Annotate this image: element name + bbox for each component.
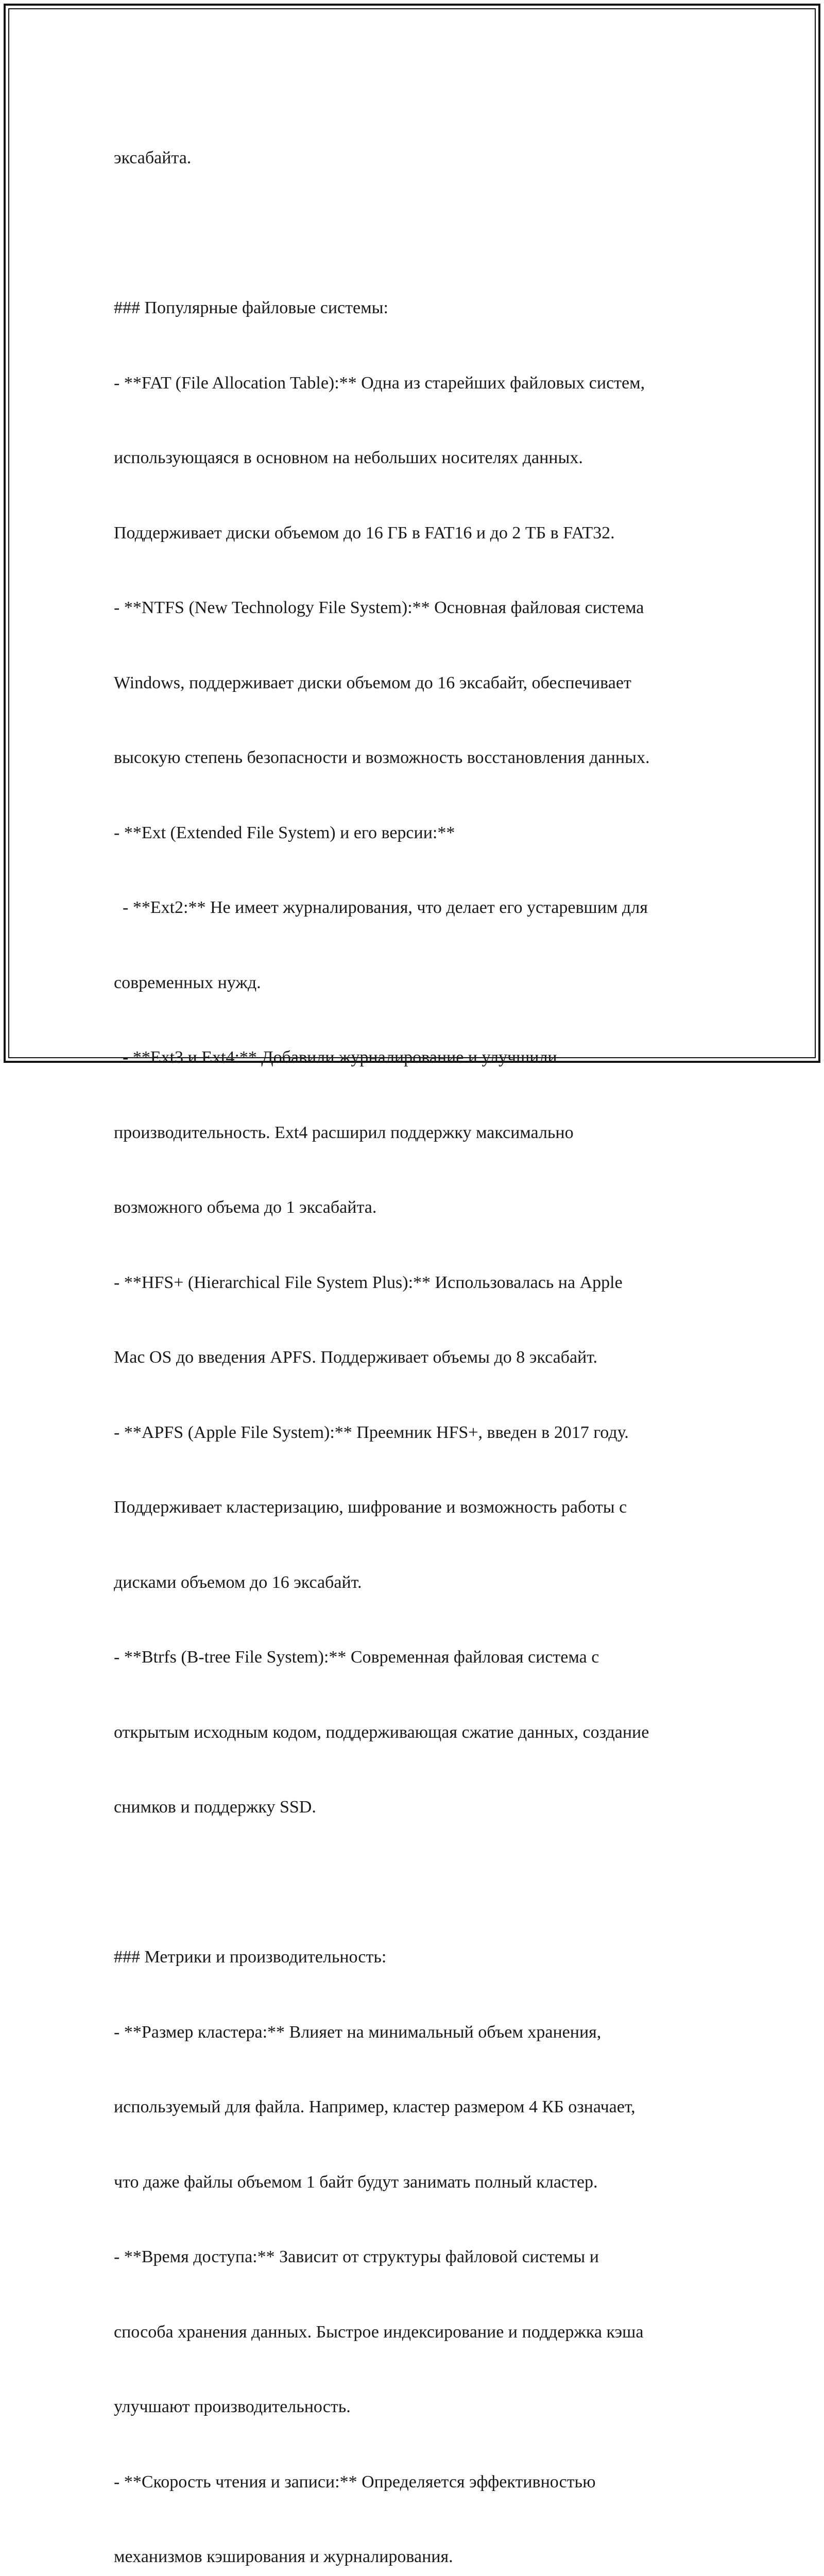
blank-line [114, 1870, 732, 1895]
text-line: современных нужд. [114, 973, 261, 992]
section-heading: ### Метрики и производительность: [114, 1947, 387, 1967]
text-line: Mac OS до введения APFS. Поддерживает объемы до 8 эксабайт. [114, 1348, 598, 1367]
text-line: возможного объема до 1 эксабайта. [114, 1198, 377, 1217]
text-line: - **Скорость чтения и записи:** Определяется эффективностью [114, 2472, 596, 2492]
text-line: дисками объемом до 16 эксабайт. [114, 1572, 362, 1592]
text-line: - **Ext3 и Ext4:** Добавили журналирование и улучшили [114, 1048, 557, 1067]
text-line: - **Время доступа:** Зависит от структуры файловой системы и [114, 2247, 599, 2266]
text-line: - **Размер кластера:** Влияет на минимальный объем хранения, [114, 2022, 602, 2042]
text-line: - **Ext (Extended File System) и его версии:** [114, 823, 455, 842]
text-line: - **HFS+ (Hierarchical File System Plus):** Использовалась на Apple [114, 1273, 623, 1292]
text-line: Windows, поддерживает диски объемом до 16 эксабайт, обеспечивает [114, 673, 631, 692]
text-line: способа хранения данных. Быстрое индексирование и поддержка кэша [114, 2322, 644, 2342]
text-line: Поддерживает кластеризацию, шифрование и возможность работы с [114, 1498, 627, 1517]
text-line: - **FAT (File Allocation Table):** Одна из старейших файловых систем, [114, 373, 645, 393]
text-line: улучшают производительность. [114, 2397, 351, 2416]
text-line: производительность. Ext4 расширил поддержку максимально [114, 1123, 574, 1142]
text-line: высокую степень безопасности и возможность восстановления данных. [114, 748, 650, 767]
blank-line [114, 221, 732, 246]
document-text [114, 96, 732, 2576]
text-line: что даже файлы объемом 1 байт будут занимать полный кластер. [114, 2172, 598, 2192]
text-line: - **Btrfs (B-tree File System):** Современная файловая система с [114, 1648, 599, 1667]
text-line: эксабайта. [114, 148, 192, 167]
text-line: - **Ext2:** Не имеет журналирования, что делает его устаревшим для [114, 898, 648, 917]
text-line: использующаяся в основном на небольших носителях данных. [114, 448, 583, 467]
text-line: - **APFS (Apple File System):** Преемник HFS+, введен в 2017 году. [114, 1422, 629, 1442]
section-heading: ### Популярные файловые системы: [114, 298, 388, 317]
text-line: используемый для файла. Например, кластер размером 4 КБ означает, [114, 2097, 636, 2116]
text-line: механизмов кэширования и журналирования. [114, 2547, 453, 2566]
text-line: Поддерживает диски объемом до 16 ГБ в FAT16 и до 2 ТБ в FAT32. [114, 523, 615, 543]
text-line: открытым исходным кодом, поддерживающая сжатие данных, создание [114, 1722, 649, 1742]
text-line: - **NTFS (New Technology File System):** Основная файловая система [114, 598, 644, 617]
text-line: снимков и поддержку SSD. [114, 1798, 316, 1817]
